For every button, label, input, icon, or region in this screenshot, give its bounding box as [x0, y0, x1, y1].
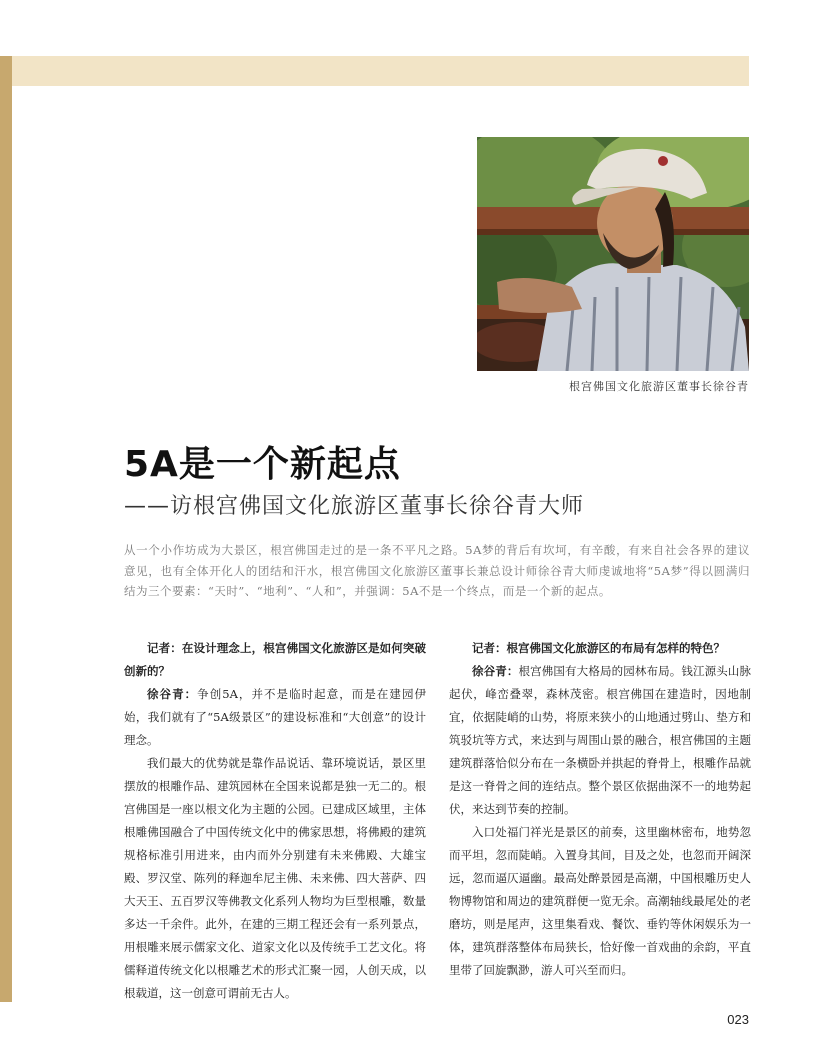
side-accent-bar — [0, 56, 12, 1002]
left-column — [124, 637, 426, 1005]
article-subtitle: ——访根宫佛国文化旅游区董事长徐谷青大师 — [124, 494, 585, 519]
answer-1-speaker: 徐谷青： — [147, 687, 198, 701]
right-column — [449, 637, 751, 982]
answer-2-speaker: 徐谷青： — [472, 664, 519, 678]
article-intro: 从一个小作坊成为大景区，根宫佛国走过的是一条不平凡之路。5A梦的背后有坎坷，有辛酸，有来自社会各界的建议意见，也有全体开化人的团结和汗水，根宫佛国文化旅游区董事长兼总设计师徐谷青大师虔诚地将“5A梦”得以圆满归结为三个要素：“天时”、“地利”、“人和”，并强调：5A不是一个终点，而是一个新的起点。 — [124, 543, 750, 598]
answer-2-paragraph — [449, 660, 751, 821]
photo-caption: 根宫佛国文化旅游区董事长徐谷青 — [569, 380, 749, 393]
answer-2-paragraph-2: 入口处福门祥光是景区的前奏，这里幽林密布，地势忽而平坦，忽而陡峭。入置身其间，目及之处，也忽而开阔深远，忽而逼仄逼幽。最高处醉景园是高潮，中国根雕历史人物博物馆和周边的建筑群便一览无余。高潮轴线最尾处的老磨坊，则是尾声，这里集看戏、餐饮、垂钓等休闲娱乐为一体，建筑群落整体布局狭长，恰好像一首戏曲的余韵，平直里带了回旋飘渺，游人可兴至而归。 — [449, 825, 751, 977]
header-band — [0, 56, 749, 86]
page-number: 023 — [727, 1012, 749, 1027]
portrait-photo — [477, 137, 749, 371]
answer-1-text: 争创5A，并不是临时起意，而是在建园伊始，我们就有了“5A级景区”的建设标准和“大创意”的设计理念。 — [124, 687, 426, 747]
question-1: 记者：在设计理念上，根宫佛国文化旅游区是如何突破创新的？ — [124, 641, 426, 678]
answer-2-text: 根宫佛国有大格局的园林布局。钱江源头山脉起伏，峰峦叠翠，森林茂密。根宫佛国在建造时，因地制宜，依据陡峭的山势，将原来狭小的山地通过劈山、垫方和筑驳坑等方式，来达到与周围山景的融合，根宫佛国的主题建筑群落恰似分布在一条横卧并拱起的脊骨上，根雕作品就是这一脊骨之间的连结点。整个景区依据曲深不一的地势起伏，来达到节奏的控制。 — [449, 664, 752, 816]
article-title: 5A是一个新起点 — [124, 444, 401, 485]
portrait-illustration — [477, 137, 749, 371]
answer-1-paragraph — [124, 683, 426, 752]
answer-1-paragraph-2: 我们最大的优势就是靠作品说话、靠环境说话，景区里摆放的根雕作品、建筑园林在全国来说都是独一无二的。根宫佛国是一座以根文化为主题的公园。已建成区域里，主体根雕佛国融合了中国传统文化中的佛家思想，将佛殿的建筑规格标准引用进来，由内而外分别建有未来佛殿、大雄宝殿、罗汉堂、陈列的释迦牟尼主佛、未来佛、四大菩萨、四大天王、五百罗汉等佛教文化系列人物均为巨型根雕，数量多达一千余件。此外，在建的三期工程还会有一系列景点，用根雕来展示儒家文化、道家文化以及传统手工艺文化。将儒释道传统文化以根雕艺术的形式汇聚一园，人创天成，以根载道，这一创意可谓前无古人。 — [124, 756, 426, 1000]
question-2: 记者：根宫佛国文化旅游区的布局有怎样的特色？ — [472, 641, 725, 655]
